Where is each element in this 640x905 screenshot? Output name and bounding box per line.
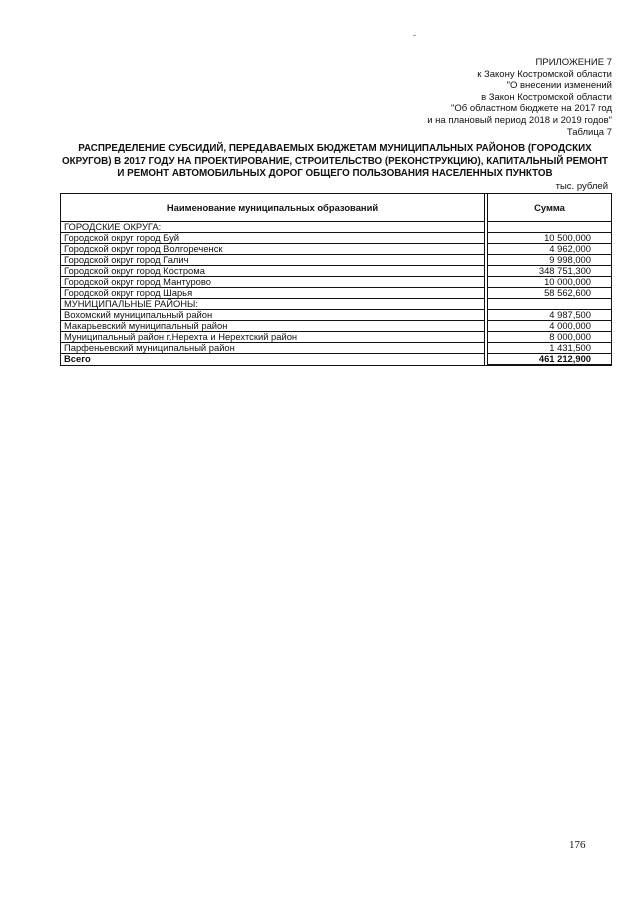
document-title [55,143,615,181]
header-line: "Об областном бюджете на 2017 год [451,103,612,115]
row-name: МУНИЦИПАЛЬНЫЕ РАЙОНЫ: [61,299,485,310]
header-line: и на плановый период 2018 и 2019 годов" [427,114,612,126]
column-header-sum: Сумма [488,194,612,222]
row-sum: 4 962,000 [488,244,612,255]
table-row [61,310,612,321]
page-number: 176 [569,839,586,851]
row-sum: 10 500,000 [488,233,612,244]
table-row [61,288,612,299]
header-line: к Закону Костромской области [477,68,612,80]
table-row [61,255,612,266]
table-row [61,343,612,354]
table-row [61,332,612,343]
row-sum: 8 000,000 [488,332,612,343]
header-line: Таблица 7 [566,126,612,138]
title-line: И РЕМОНТ АВТОМОБИЛЬНЫХ ДОРОГ ОБЩЕГО ПОЛЬЗОВАНИЯ НАСЕЛЕННЫХ ПУНКТОВ [117,168,553,180]
row-sum: 58 562,600 [488,288,612,299]
row-name: Вохомский муниципальный район [61,310,485,321]
table-header-row [61,194,612,222]
table-row [61,233,612,244]
unit-label: тыс. рублей [555,181,608,192]
title-line: ОКРУГОВ) В 2017 ГОДУ НА ПРОЕКТИРОВАНИЕ, СТРОИТЕЛЬСТВО (РЕКОНСТРУКЦИЮ), КАПИТАЛЬНЫЙ РЕМОНТ [61,155,609,167]
row-name: Муниципальный район г.Нерехта и Нерехтский район [61,332,485,343]
row-sum: 348 751,300 [488,266,612,277]
table-row [61,321,612,332]
row-name: Городской округ город Буй [61,233,485,244]
row-sum: 9 998,000 [488,255,612,266]
row-name: Городской округ город Волгореченск [61,244,485,255]
row-sum: 10 000,000 [488,277,612,288]
scan-mark: - [413,30,416,40]
header-line: "О внесении изменений [506,80,612,92]
row-name: Городской округ город Шарья [61,288,485,299]
row-sum: 4 000,000 [488,321,612,332]
appendix-header [352,57,612,138]
table-row [61,266,612,277]
row-name: Городской округ город Галич [61,255,485,266]
table-row [61,222,612,233]
table-row [61,244,612,255]
table-row [61,299,612,310]
row-name: ГОРОДСКИЕ ОКРУГА: [61,222,485,233]
row-name: Парфеньевский муниципальный район [61,343,485,354]
row-sum [488,299,612,310]
title-line: РАСПРЕДЕЛЕНИЕ СУБСИДИЙ, ПЕРЕДАВАЕМЫХ БЮДЖЕТАМ МУНИЦИПАЛЬНЫХ РАЙОНОВ (ГОРОДСКИХ [78,143,592,154]
total-label: Всего [61,354,485,366]
header-line: в Закон Костромской области [481,91,612,103]
column-header-name: Наименование муниципальных образований [61,194,485,222]
row-sum: 4 987,500 [488,310,612,321]
row-name: Городской округ город Мантурово [61,277,485,288]
table-row [61,277,612,288]
row-sum [488,222,612,233]
row-sum: 1 431,500 [488,343,612,354]
total-row [61,354,612,366]
header-line: ПРИЛОЖЕНИЕ 7 [535,57,612,68]
subsidy-table [60,193,612,366]
total-sum: 461 212,900 [488,354,612,366]
row-name: Макарьевский муниципальный район [61,321,485,332]
row-name: Городской округ город Кострома [61,266,485,277]
